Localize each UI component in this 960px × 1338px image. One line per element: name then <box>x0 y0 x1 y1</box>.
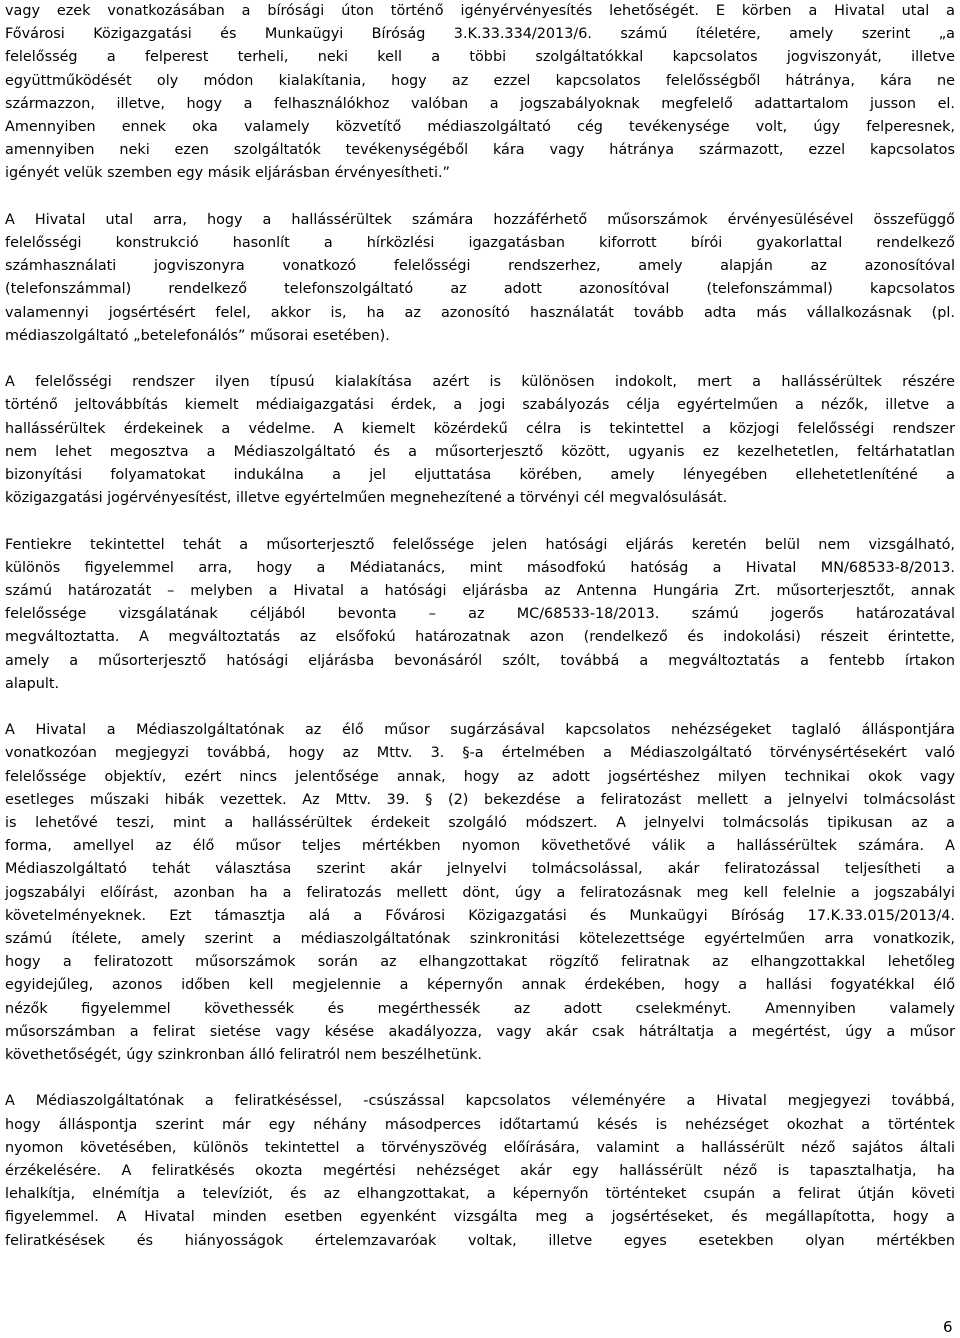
text-line: A Hivatal utal arra, hogy a hallássérültek számára hozzáférhető műsorszámok érvényesülésével összefüggő <box>5 211 955 228</box>
text-line: felelősségi konstrukció hasonlít a hírközlési igazgatásban kiforrott bírói gyakorlattal rendelkező <box>5 235 955 252</box>
text-line: megváltoztatta. A megváltoztatás az elsőfokú határozatnak azon (rendelkező és indokolási) részeit érintette, <box>5 629 955 646</box>
text-line: hogy álláspontja szerint már egy néhány másodperces időtartamú késés is nehézséget okozhat a történtek <box>5 1116 955 1133</box>
text-line: Amennyiben ennek oka valamely közvetítő médiaszolgáltató cég tevékenysége volt, úgy felperesnek, <box>5 119 955 136</box>
text-line: számhasználati jogviszonyra vonatkozó felelősségi rendszerhez, amely alapján az azonosítóval <box>5 258 955 275</box>
text-line: követhetőségét, úgy szinkronban álló feliratról nem beszélhetünk. <box>5 1047 482 1064</box>
text-line: figyelemmel. A Hivatal minden esetben egyenként vizsgálta meg a jogsértéseket, és megállapította, hogy a <box>5 1209 955 1226</box>
text-line: együttműködését oly módon kialakítania, hogy az ezzel kapcsolatos felelősségből hátránya, kára ne <box>5 72 955 89</box>
text-line: vonatkozóan megjegyzi továbbá, hogy az Mttv. 3. §-a értelmében a Médiaszolgáltató törvénysértésekért való <box>5 745 955 762</box>
paragraph-subtitle-delay <box>5 1090 955 1252</box>
text-line: különös figyelemmel arra, hogy a Médiatanács, mint másodfokú hatóság a Hivatal MN/68533-8/2013. <box>5 559 955 576</box>
text-line: amennyiben neki ezen szolgáltatók tevékenységéből kára vagy hátránya származott, ezzel kapcsolatos <box>5 142 955 159</box>
document-page <box>5 0 955 1276</box>
text-line: A Médiaszolgáltatónak a feliratkéséssel, -csúszással kapcsolatos véleményére a Hivatal megjegyezi továbbá, <box>5 1093 955 1110</box>
text-line: felelőssége vizsgálatának céljából bevonta – az MC/68533-18/2013. számú jogerős határozatával <box>5 606 955 623</box>
text-line: számú ítélete, amely szerint a médiaszolgáltatónak szinkronitási kötelezettsége egyértelműen arra vonatkozik, <box>5 931 955 948</box>
text-line: nézők figyelemmel követhessék és megérthessék az adott cselekményt. Amennyiben valamely <box>5 1000 955 1017</box>
text-line: felelősség a felperest terheli, neki kell a többi szolgáltatókkal kapcsolatos jogviszonyát, illetve <box>5 49 955 66</box>
text-line: követelményeknek. Ezt támasztja alá a Fővárosi Közigazgatási és Munkaügyi Bíróság 17.K.33.015/2013/4. <box>5 907 955 924</box>
text-line: érzékelésére. A feliratkésés okozta megértési nehézséget akár egy hallássérült néző is tapasztalhatja, ha <box>5 1163 955 1180</box>
text-line: lehalkítja, elnémítja a televíziót, és az elhangzottakat, a képernyőn történteket csupán a felirat útján követi <box>5 1186 955 1203</box>
text-line: Fővárosi Közigazgatási és Munkaügyi Bíróság 3.K.33.334/2013/6. számú ítéletére, amely szerint „a <box>5 26 955 43</box>
text-line: is lehetővé teszi, mint a hallássérültek érdekeit szolgáló módszert. A jelnyelvi tolmácsolás tipikusan az a <box>5 815 955 832</box>
paragraph-liability-system <box>5 371 955 510</box>
text-line: nyomon követésében, különös tekintettel a törvényszövég előírására, valamint a hallássérült néző sajátos általi <box>5 1139 955 1156</box>
text-line: egyidejűleg, azonos időben kell megjelennie a képernyőn annak érdekében, hogy a hallási fogyatékkal élő <box>5 977 955 994</box>
text-line: Médiaszolgáltató tehát választása szerint akár jelnyelvi tolmácsolással, akár feliratozással teljesítheti a <box>5 861 955 878</box>
text-line: felelőssége objektív, ezért nincs jelentősége annak, hogy az adott jogsértéshez milyen technikai okok vagy <box>5 768 955 785</box>
text-line: közigazgatási jogérvényesítést, illetve egyértelműen megnehezítené a törvényi cél megvalósulását. <box>5 490 728 507</box>
paragraph-distributor-liability <box>5 534 955 696</box>
text-line: Fentiekre tekintettel tehát a műsorterjesztő felelőssége jelen hatósági eljárás keretén belül nem vizsgálható, <box>5 536 955 553</box>
text-line: (telefonszámmal) rendelkező telefonszolgáltató az adott azonosítóval (telefonszámmal) kapcsolatos <box>5 281 955 298</box>
text-line: esetleges műszaki hibák vezettek. Az Mttv. 39. § (2) bekezdése a feliratozást mellett a jelnyelvi tolmácsolást <box>5 791 955 808</box>
text-line: A Hivatal a Médiaszolgáltatónak az élő műsor sugárzásával kapcsolatos nehézségeket taglaló álláspontjára <box>5 722 955 739</box>
page-number: 6 <box>943 1318 953 1336</box>
text-line: műsorszámban a felirat sietése vagy késése akadályozza, vagy akár csak hátráltatja a megértést, úgy a műsor <box>5 1023 955 1040</box>
paragraph-live-broadcast <box>5 719 955 1067</box>
text-line: bizonyítási folyamatokat indukálna a jel eljuttatása körében, amely lényegében ellehetetleníténé a <box>5 467 955 484</box>
text-line: amely a műsorterjesztő hatósági eljárásba bevonásáról szólt, továbbá a megváltoztatás a fentebb írtakon <box>5 652 955 669</box>
text-line: igényét velük szemben egy másik eljárásban érvényesítheti.” <box>5 165 450 182</box>
text-line: alapult. <box>5 675 60 692</box>
text-line: jogszabályi előírást, azonban ha a feliratozás mellett dönt, úgy a feliratozásnak meg kell felelnie a jogszabályi <box>5 884 955 901</box>
text-line: hogy a feliratozott műsorszámok során az elhangzottakat rögzítő feliratnak az elhangzottakkal lehetőleg <box>5 954 955 971</box>
text-line: nem lehet megosztva a Médiaszolgáltató és a műsorterjesztő között, ugyanis ez kezelhetetlen, feltárhatatlan <box>5 443 955 460</box>
text-line: valamennyi jogsértésért felel, akkor is, ha az azonosító használatát tovább adta más vállalkozásnak (pl. <box>5 304 955 321</box>
text-line: számú határozatát – melyben a Hivatal a hatósági eljárásba az Antenna Hungária Zrt. műsorterjesztőt, annak <box>5 583 955 600</box>
text-line: forma, amellyel az élő műsor teljes mértékben nyomon követhetővé válik a hallássérültek számára. A <box>5 838 955 855</box>
text-line: történő jeltovábbítás kiemelt médiaigazgatási érdek, a jogi szabályozás célja egyértelműen a nézők, illetve a <box>5 397 955 414</box>
text-line: médiaszolgáltató „betelefonálós” műsorai esetében). <box>5 327 390 344</box>
text-line: származzon, illetve, hogy a felhasználókhoz valóban a jogszabályoknak megfelelő adattartalom jusson el. <box>5 95 955 112</box>
text-line: A felelősségi rendszer ilyen típusú kialakítása azért is különösen indokolt, mert a hallássérültek részére <box>5 374 955 391</box>
paragraph-court-ruling <box>5 0 955 186</box>
text-line: hallássérültek érdekeinek a védelme. A kiemelt közérdekű célra is tekintettel a közjogi felelősségi rendszer <box>5 420 955 437</box>
text-line: feliratkésések és hiányosságok értelemzavaróak voltak, illetve egyes esetekben olyan mértékben <box>5 1232 955 1249</box>
paragraph-liability-construction <box>5 209 955 348</box>
text-line: vagy ezek vonatkozásában a bírósági úton történő igényérvényesítés lehetőségét. E körben a Hivatal utal a <box>5 3 955 19</box>
